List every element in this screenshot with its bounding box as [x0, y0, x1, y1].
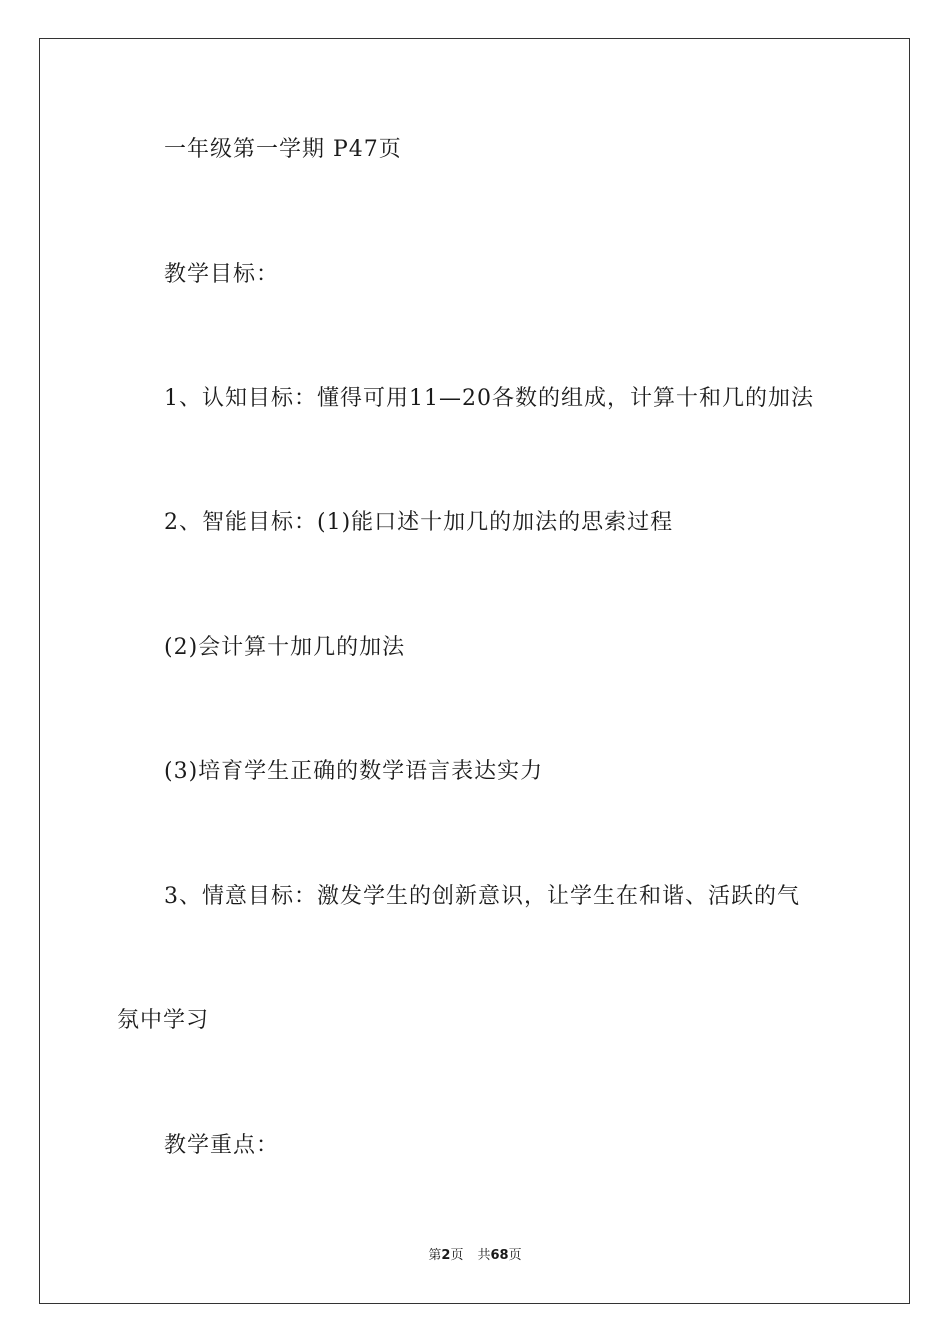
footer-page-word: 页: [450, 1248, 464, 1263]
ability-goal-item-3: (3)培育学生正确的数学语言表达实力: [164, 759, 544, 784]
teaching-goals-heading: 教学目标：: [164, 262, 280, 287]
lesson-reference-line: 一年级第一学期 P47页: [164, 137, 402, 162]
ability-goal-item-2: (2)会计算十加几的加法: [164, 635, 406, 660]
footer-current-page: 2: [441, 1248, 451, 1263]
cognitive-goal-line: 1、认知目标：懂得可用11—20各数的组成，计算十和几的加法: [164, 386, 814, 411]
teaching-focus-heading: 教学重点：: [164, 1133, 280, 1158]
footer-total-suffix: 页: [508, 1248, 522, 1263]
affective-goal-line: 3、情意目标：激发学生的创新意识，让学生在和谐、活跃的气: [164, 884, 800, 909]
page-border: [39, 38, 910, 1304]
page-footer: [0, 1247, 950, 1265]
footer-prefix: 第: [428, 1248, 442, 1263]
ability-goal-line: 2、智能目标：(1)能口述十加几的加法的思索过程: [164, 510, 674, 535]
footer-total-prefix: 共: [477, 1248, 491, 1263]
footer-total-pages: 68: [490, 1248, 509, 1263]
affective-goal-continuation: 氛中学习: [117, 1008, 210, 1033]
